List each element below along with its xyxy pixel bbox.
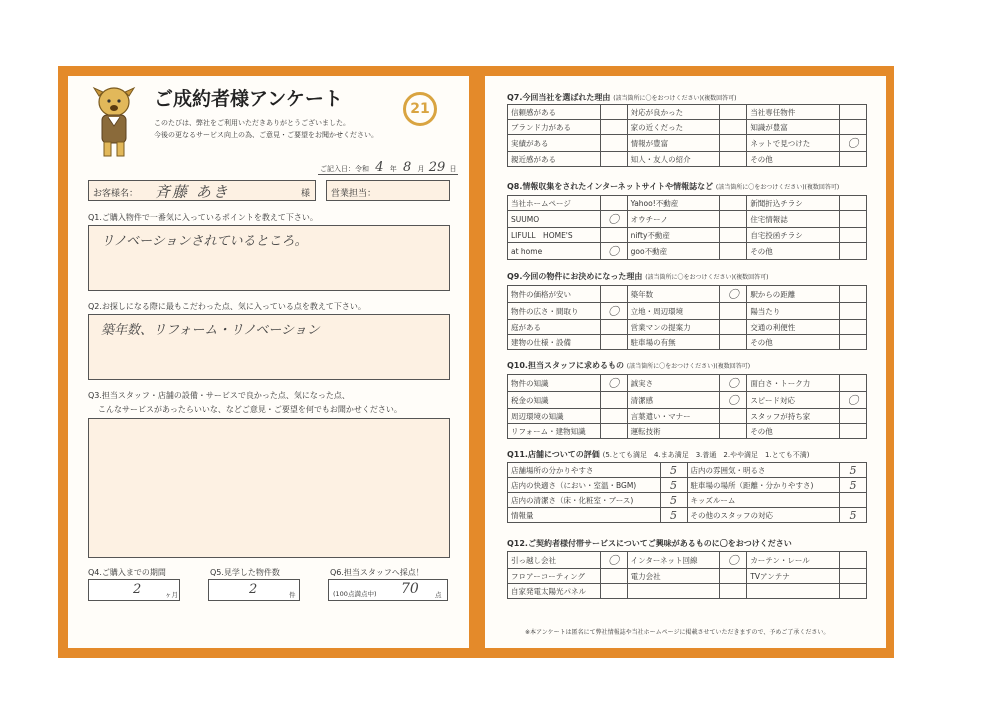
q10-option[interactable]: 税金の知識	[508, 392, 601, 409]
greeting-line-1: このたびは、弊社をご利用いただきありがとうございました。	[154, 119, 350, 127]
q7-note: (該当箇所に〇をおつけください)(複数回答可)	[613, 95, 737, 102]
q8-option[interactable]: LIFULL HOME'S	[508, 228, 601, 243]
q7-option[interactable]: 家の近くだった	[627, 120, 720, 135]
table-row	[508, 424, 867, 439]
q5-value: 2	[249, 582, 258, 597]
q10-title: Q10.担当スタッフに求めるもの	[507, 361, 624, 370]
q6-unit: 点	[435, 591, 442, 599]
q12-mark[interactable]	[840, 569, 867, 584]
sales-staff-field[interactable]	[326, 180, 450, 201]
survey-title: ご成約者様アンケート	[154, 88, 343, 110]
q7-mark[interactable]	[840, 105, 867, 120]
q8-mark[interactable]	[720, 211, 747, 228]
q6-prefix: (100点満点中)	[333, 590, 377, 598]
table-row	[508, 584, 867, 599]
q3-answer-box[interactable]	[88, 418, 450, 558]
date-underline	[318, 174, 458, 175]
q3-question-line-1: Q3.担当スタッフ・店舗の設備・サービスで良かった点、気になった点、	[88, 391, 350, 400]
q8-option[interactable]: 新聞折込チラシ	[747, 196, 840, 211]
q10-mark[interactable]: 〇	[720, 375, 747, 392]
q1-question: Q1.ご購入物件で一番気に入っているポイントを教えて下さい。	[88, 213, 318, 222]
q11-scale: (5.とても満足 4.まあ満足 3.普通 2.やや満足 1.とても不満)	[602, 451, 810, 459]
q6-value: 70	[401, 581, 419, 597]
q7-option[interactable]: 実績がある	[508, 135, 601, 152]
q10-option[interactable]: その他	[747, 424, 840, 439]
table-row	[508, 508, 867, 523]
q8-mark[interactable]	[840, 211, 867, 228]
q4-unit: ヶ月	[165, 591, 178, 599]
q12-mark[interactable]: 〇	[720, 552, 747, 569]
q8-mark[interactable]	[600, 196, 627, 211]
q8-mark[interactable]	[840, 228, 867, 243]
table-row	[508, 243, 867, 260]
q1-answer-box[interactable]	[88, 225, 450, 291]
greeting-line-2: 今後の更なるサービス向上の為、ご意見・ご要望をお聞かせください。	[154, 131, 378, 139]
date-year-unit: 年	[389, 165, 397, 173]
century21-logo	[403, 92, 437, 126]
q10-option[interactable]: リフォーム・建物知識	[508, 424, 601, 439]
q11-score[interactable]: 5	[660, 493, 687, 508]
table-row	[508, 303, 867, 320]
date-month: 8	[402, 160, 412, 175]
q12-option[interactable]: 引っ越し会社	[508, 552, 601, 569]
q10-option[interactable]: 言葉遣い・マナー	[627, 409, 720, 424]
q2-question: Q2.お探しになる際に最もこだわった点、気に入っている点を教えて下さい。	[88, 302, 366, 311]
q8-mark[interactable]: 〇	[600, 211, 627, 228]
q7-option[interactable]: 対応が良かった	[627, 105, 720, 120]
q7-option[interactable]: その他	[747, 152, 840, 167]
q3-question-line-2: こんなサービスがあったらいいな、などご意見・ご要望を何でもお聞かせください。	[98, 405, 402, 414]
q8-option[interactable]: 当社ホームページ	[508, 196, 601, 211]
q10-note: (該当箇所に〇をおつけください)(複数回答可)	[626, 363, 751, 370]
q12-option[interactable]: カーテン・レール	[747, 552, 840, 569]
q9-mark[interactable]	[840, 335, 867, 350]
table-row	[508, 320, 867, 335]
q9-note: (該当箇所に〇をおつけください)(複数回答可)	[645, 274, 769, 281]
q10-option[interactable]: 誠実さ	[627, 375, 720, 392]
q10-option[interactable]: 面白さ・トーク力	[747, 375, 840, 392]
q8-mark[interactable]	[720, 228, 747, 243]
q9-option[interactable]: 営業マンの提案力	[627, 320, 720, 335]
q12-mark[interactable]	[840, 584, 867, 599]
q2-answer-box[interactable]	[88, 314, 450, 380]
q8-mark[interactable]	[840, 243, 867, 260]
q8-option[interactable]: Yahoo!不動産	[627, 196, 720, 211]
q8-option[interactable]: at home	[508, 243, 601, 260]
q8-table	[507, 195, 867, 260]
q7-option[interactable]: ネットで見つけた	[747, 135, 840, 152]
q9-option[interactable]: 立地・周辺環境	[627, 303, 720, 320]
date-label: ご記入日：令和	[320, 165, 369, 173]
q10-mark[interactable]	[720, 409, 747, 424]
honorific: 様	[301, 189, 311, 199]
q8-title: Q8.情報収集をされたインターネットサイトや情報誌など	[507, 182, 714, 191]
q10-option[interactable]: スピード対応	[747, 392, 840, 409]
q12-option[interactable]: フロアーコーティング	[508, 569, 601, 584]
q9-mark[interactable]: 〇	[720, 286, 747, 303]
q12-mark[interactable]: 〇	[600, 552, 627, 569]
q7-mark[interactable]	[600, 120, 627, 135]
q12-mark[interactable]	[600, 584, 627, 599]
q8-mark[interactable]	[840, 196, 867, 211]
q9-mark[interactable]	[720, 303, 747, 320]
q8-mark[interactable]	[720, 243, 747, 260]
q10-option[interactable]: スタッフが持ち家	[747, 409, 840, 424]
table-row	[508, 552, 867, 569]
q10-mark[interactable]	[600, 424, 627, 439]
q10-mark[interactable]: 〇	[720, 392, 747, 409]
q9-mark[interactable]	[600, 320, 627, 335]
q11-score[interactable]	[840, 493, 867, 508]
table-row	[508, 493, 867, 508]
table-row	[508, 196, 867, 211]
q11-item: その他のスタッフの対応	[687, 508, 840, 523]
q11-item: 店内の快適さ（におい・室温・BGM)	[508, 478, 661, 493]
q11-score[interactable]: 5	[840, 478, 867, 493]
logo-text: 21	[410, 101, 430, 117]
date-day: 29	[428, 160, 446, 175]
q9-table	[507, 285, 867, 350]
q9-option[interactable]: 交通の利便性	[747, 320, 840, 335]
table-row	[508, 463, 867, 478]
customer-name-field[interactable]	[88, 180, 316, 201]
q7-table	[507, 104, 867, 167]
q10-option[interactable]: 物件の知識	[508, 375, 601, 392]
q11-score[interactable]: 5	[660, 463, 687, 478]
table-row	[508, 286, 867, 303]
table-row	[508, 409, 867, 424]
q7-option[interactable]: 知人・友人の紹介	[627, 152, 720, 167]
date-year: 4	[375, 160, 384, 175]
table-row	[508, 211, 867, 228]
customer-name-label: お客様名：	[93, 189, 139, 199]
q9-option[interactable]: 物件の広さ・間取り	[508, 303, 601, 320]
date-day-unit: 日	[449, 165, 457, 173]
q9-option[interactable]: 建物の仕様・設備	[508, 335, 601, 350]
q7-mark[interactable]	[840, 120, 867, 135]
q8-option[interactable]: goo不動産	[627, 243, 720, 260]
q10-mark[interactable]: 〇	[840, 392, 867, 409]
sales-staff-label: 営業担当：	[331, 189, 377, 199]
table-row	[508, 375, 867, 392]
q9-option[interactable]: 陽当たり	[747, 303, 840, 320]
table-row	[508, 120, 867, 135]
q12-option[interactable]: 電力会社	[627, 569, 720, 584]
q9-title: Q9.今回の物件にお決めになった理由	[507, 272, 643, 281]
right-panel	[485, 76, 886, 648]
q4-question: Q4.ご購入までの期間	[88, 568, 166, 577]
q4-value: 2	[133, 582, 142, 597]
q7-mark[interactable]	[720, 105, 747, 120]
q12-option[interactable]	[627, 584, 720, 599]
footer-note: ※本アンケートは匿名にて弊社情報誌や当社ホームページに掲載させていただきますので、予めご了承ください。	[525, 629, 830, 636]
q9-option[interactable]: 築年数	[627, 286, 720, 303]
q11-item: 店内の清潔さ（床・化粧室・ブース)	[508, 493, 661, 508]
q9-mark[interactable]	[600, 335, 627, 350]
q12-option[interactable]	[747, 584, 840, 599]
q11-score[interactable]: 5	[660, 508, 687, 523]
q12-option[interactable]: 自家発電太陽光パネル	[508, 584, 601, 599]
q7-mark[interactable]	[720, 120, 747, 135]
q7-mark[interactable]	[600, 135, 627, 152]
q4-answer-box[interactable]	[88, 579, 180, 601]
q8-option[interactable]: オウチーノ	[627, 211, 720, 228]
q10-mark[interactable]	[600, 409, 627, 424]
q7-title: Q7.今回当社を選ばれた理由	[507, 93, 611, 102]
q7-option[interactable]: ブランド力がある	[508, 120, 601, 135]
table-row	[508, 105, 867, 120]
q12-mark[interactable]	[840, 552, 867, 569]
q7-mark[interactable]	[600, 105, 627, 120]
q10-mark[interactable]	[840, 424, 867, 439]
q7-mark[interactable]	[720, 135, 747, 152]
q9-mark[interactable]	[720, 335, 747, 350]
q7-mark[interactable]	[840, 152, 867, 167]
table-row	[508, 335, 867, 350]
q7-option[interactable]: 当社専任物件	[747, 105, 840, 120]
q12-option[interactable]: TVアンテナ	[747, 569, 840, 584]
q10-option[interactable]: 周辺環境の知識	[508, 409, 601, 424]
q7-option[interactable]: 信頼感がある	[508, 105, 601, 120]
q7-mark[interactable]: 〇	[840, 135, 867, 152]
q10-mark[interactable]: 〇	[600, 375, 627, 392]
q1-answer: リノベーションされているところ。	[101, 234, 308, 249]
q9-mark[interactable]	[840, 303, 867, 320]
q8-option[interactable]: 住宅情報誌	[747, 211, 840, 228]
q5-unit: 件	[289, 591, 296, 599]
q8-mark[interactable]	[720, 196, 747, 211]
q11-item: キッズルーム	[687, 493, 840, 508]
q11-title: Q11.店舗についての評価	[507, 450, 600, 459]
q9-mark[interactable]	[840, 320, 867, 335]
table-row	[508, 135, 867, 152]
q10-mark[interactable]	[840, 375, 867, 392]
q9-option[interactable]: 駐車場の有無	[627, 335, 720, 350]
q9-mark[interactable]	[720, 320, 747, 335]
q11-score[interactable]: 5	[840, 463, 867, 478]
date-month-unit: 月	[417, 165, 425, 173]
table-row	[508, 569, 867, 584]
q9-mark[interactable]: 〇	[600, 303, 627, 320]
q12-mark[interactable]	[720, 584, 747, 599]
q11-score[interactable]: 5	[840, 508, 867, 523]
q9-option[interactable]: 庭がある	[508, 320, 601, 335]
q10-mark[interactable]	[720, 424, 747, 439]
q8-heading	[507, 181, 839, 192]
q12-mark[interactable]	[720, 569, 747, 584]
entry-date	[320, 160, 457, 175]
q7-heading	[507, 92, 737, 103]
q7-option[interactable]: 親近感がある	[508, 152, 601, 167]
q11-item: 店内の雰囲気・明るさ	[687, 463, 840, 478]
q8-option[interactable]: 自宅投函チラシ	[747, 228, 840, 243]
customer-name-value: 斉藤 あき	[155, 183, 230, 201]
q11-score[interactable]: 5	[660, 478, 687, 493]
q11-table	[507, 462, 867, 523]
q6-question: Q6.担当スタッフへ採点！	[330, 568, 424, 577]
q9-heading	[507, 271, 769, 282]
table-row	[508, 152, 867, 167]
table-row	[508, 228, 867, 243]
q8-note: (該当箇所に〇をおつけください)(複数回答可)	[715, 184, 840, 191]
q7-option[interactable]: 情報が豊富	[627, 135, 720, 152]
q7-option[interactable]: 知識が豊富	[747, 120, 840, 135]
q7-mark[interactable]	[600, 152, 627, 167]
q8-mark[interactable]: 〇	[600, 243, 627, 260]
q11-item: 情報量	[508, 508, 661, 523]
q5-answer-box[interactable]	[208, 579, 300, 601]
q10-mark[interactable]	[840, 409, 867, 424]
q11-item: 駐車場の場所（距離・分かりやすさ)	[687, 478, 840, 493]
q7-mark[interactable]	[720, 152, 747, 167]
q8-option[interactable]: nifty不動産	[627, 228, 720, 243]
q5-question: Q5.見学した物件数	[210, 568, 280, 577]
left-panel	[68, 76, 469, 648]
q9-option[interactable]: 物件の価格が安い	[508, 286, 601, 303]
q10-table	[507, 374, 867, 439]
q12-title: Q12.ご契約者様付帯サービスについてご興味があるものに〇をおつけください	[507, 539, 792, 548]
q11-item: 店舗場所の分かりやすさ	[508, 463, 661, 478]
q9-option[interactable]: 駅からの距離	[747, 286, 840, 303]
q11-heading	[507, 449, 809, 460]
q9-option[interactable]: その他	[747, 335, 840, 350]
q10-option[interactable]: 清潔感	[627, 392, 720, 409]
q8-option[interactable]: その他	[747, 243, 840, 260]
q8-option[interactable]: SUUMO	[508, 211, 601, 228]
q9-mark[interactable]	[600, 286, 627, 303]
q10-heading	[507, 360, 750, 371]
q9-mark[interactable]	[840, 286, 867, 303]
dog-mascot-icon	[88, 82, 140, 160]
q12-mark[interactable]	[600, 569, 627, 584]
table-row	[508, 392, 867, 409]
q12-option[interactable]: インターネット回線	[627, 552, 720, 569]
q2-answer: 築年数、リフォーム・リノベーション	[101, 323, 320, 338]
q8-mark[interactable]	[600, 228, 627, 243]
q10-mark[interactable]	[600, 392, 627, 409]
q6-answer-box[interactable]	[328, 579, 448, 601]
q10-option[interactable]: 運転技術	[627, 424, 720, 439]
q12-table	[507, 551, 867, 599]
table-row	[508, 478, 867, 493]
